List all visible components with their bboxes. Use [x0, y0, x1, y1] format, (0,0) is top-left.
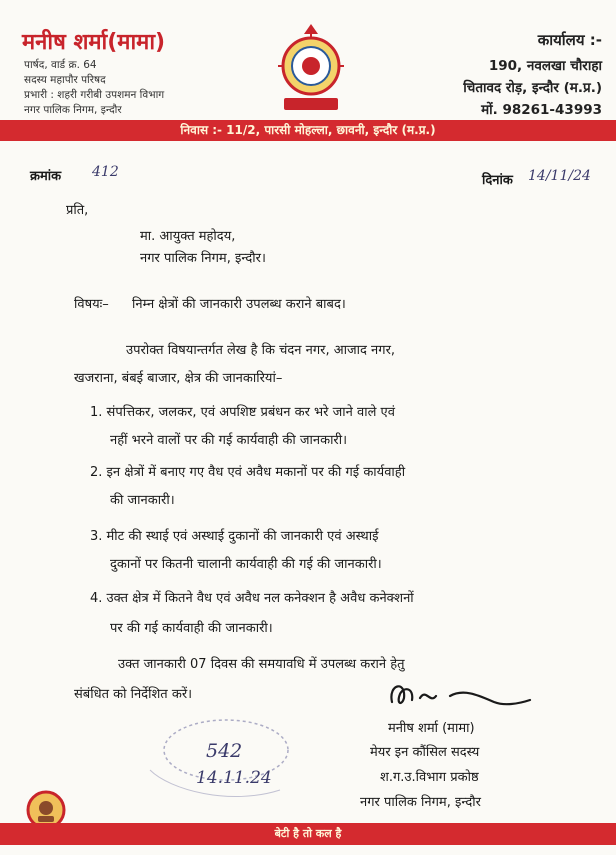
- subject-text: निम्न क्षेत्रों की जानकारी उपलब्ध कराने बाबद।: [132, 297, 346, 312]
- ref-number: 412: [92, 164, 119, 180]
- office-line-1: 190, नवलखा चौराहा: [488, 58, 602, 74]
- item-3-line-1: 3. मीट की स्थाई एवं अस्थाई दुकानों की जानकारी एवं अस्थाई: [90, 529, 379, 544]
- intro-line-1: उपरोक्त विषयान्तर्गत लेख है कि चंदन नगर, आजाद नगर,: [126, 343, 396, 358]
- residence-address: निवास :- 11/2, पारसी मोहल्ला, छावनी, इन्दौर (म.प्र.): [180, 123, 436, 137]
- office-line-3: मों. 98261-43993: [481, 102, 602, 118]
- item-3-line-2: दुकानों पर कितनी चालानी कार्यवाही की गई की जानकारी।: [110, 557, 382, 572]
- item-2-line-1: 2. इन क्षेत्रों में बनाए गए वैध एवं अवैध मकानों पर की गई कार्यवाही: [90, 465, 406, 480]
- ref-label: क्रमांक: [30, 169, 62, 184]
- item-1-line-1: 1. संपत्तिकर, जलकर, एवं अपशिष्ट प्रबंधन कर भरे जाने वाले एवं: [90, 405, 395, 420]
- item-4-line-1: 4. उक्त क्षेत्र में कितने वैध एवं अवैध नल कनेक्शन है अवैध कनेक्शनों: [90, 591, 414, 606]
- signatory-department: श.ग.उ.विभाग प्रकोष्ठ: [380, 770, 479, 785]
- signatory-name: मनीष शर्मा (मामा): [388, 721, 475, 736]
- letter-date: 14/11/24: [528, 168, 591, 184]
- closing-line-2: संबंधित को निर्देशित करें।: [74, 687, 193, 702]
- item-4-line-2: पर की गई कार्यवाही की जानकारी।: [110, 621, 273, 636]
- inward-date: 14.11.24: [196, 768, 272, 788]
- to-label: प्रति,: [66, 203, 89, 218]
- signatory-office: नगर पालिक निगम, इन्दौर: [360, 795, 481, 810]
- sender-line-4: नगर पालिक निगम, इन्दौर: [24, 104, 122, 116]
- intro-line-2: खजराना, बंबई बाजार, क्षेत्र की जानकारियां–: [74, 371, 283, 386]
- subject-label: विषयः–: [74, 297, 109, 312]
- inward-stamp-icon: [130, 710, 300, 820]
- signatory-title: मेयर इन कौंसिल सदस्य: [370, 745, 480, 760]
- addressee-line-1: मा. आयुक्त महोदय,: [140, 229, 236, 244]
- sender-line-3: प्रभारी : शहरी गरीबी उपशमन विभाग: [24, 89, 165, 101]
- addressee-line-2: नगर पालिक निगम, इन्दौर।: [140, 251, 266, 266]
- office-title: कार्यालय :-: [537, 31, 602, 49]
- signature-icon: [384, 674, 534, 714]
- item-1-line-2: नहीं भरने वालों पर की गई कार्यवाही की जानकारी।: [110, 433, 348, 448]
- footer-slogan: बेटी है तो कल है: [274, 827, 342, 840]
- municipal-emblem-icon: [278, 22, 344, 114]
- sender-line-2: सदस्य महापौर परिषद: [24, 74, 106, 86]
- office-line-2: चितावद रोड़, इन्दौर (म.प्र.): [463, 80, 602, 96]
- sender-line-1: पार्षद, वार्ड क्र. 64: [24, 59, 97, 71]
- date-label: दिनांक: [482, 173, 513, 188]
- inward-number: 542: [206, 740, 243, 762]
- closing-line-1: उक्त जानकारी 07 दिवस की समयावधि में उपलब्ध कराने हेतु: [118, 657, 405, 672]
- sender-name: मनीष शर्मा(मामा): [22, 30, 166, 55]
- item-2-line-2: की जानकारी।: [110, 493, 175, 508]
